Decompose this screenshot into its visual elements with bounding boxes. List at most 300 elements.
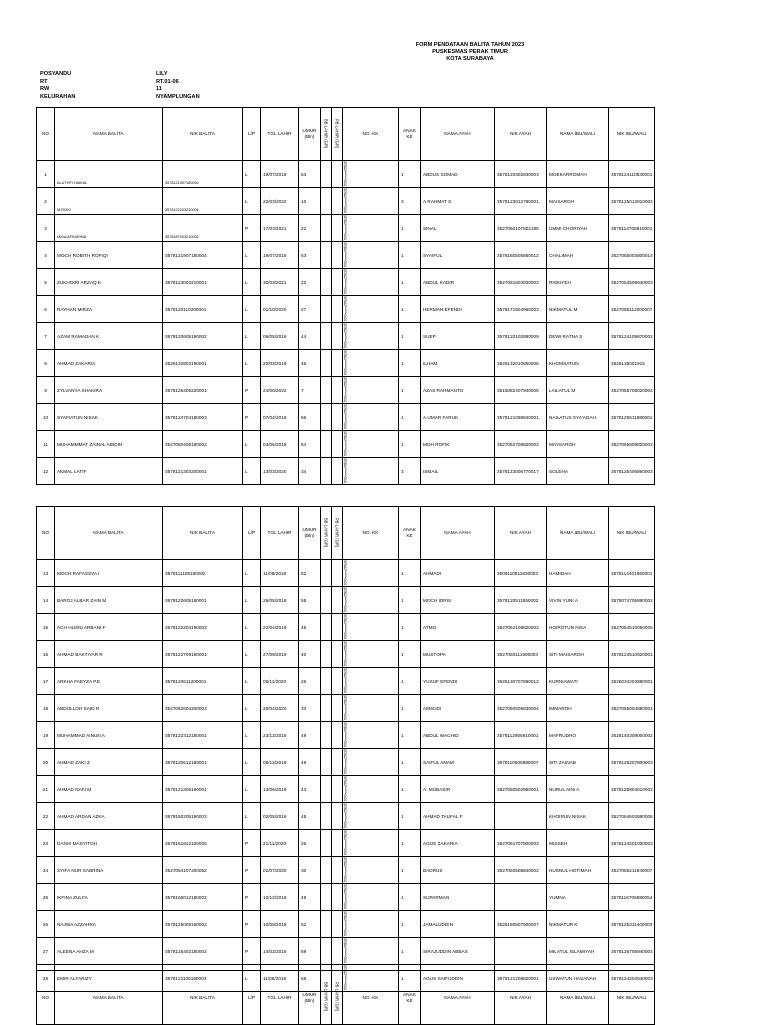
row-nama-ibu: KURNIAWATI [547,668,609,695]
row-umur: 44 [299,323,321,350]
col-nik-ibu: NIK IBU/WALI [609,507,655,560]
row-nik-balita: 3578122605180001 [163,587,243,614]
no-kk-vertical: 357812********0001 [343,803,347,828]
row-nik-ayah: 3515082407940005 [495,377,547,404]
row-nik-ayah [495,938,547,965]
row-nama-balita: M.RIZKI [55,188,163,215]
row-nik-ibu: 3527055004880001 [609,695,655,722]
balita-table-2 [36,506,655,992]
row-nama-ayah: AHMADI [421,560,495,587]
row-nama-ibu: SOLEHA [547,458,609,485]
row-nik-ayah: 3527060107822185 [495,215,547,242]
row-umur: 52 [299,560,321,587]
row-no: 4 [37,242,55,269]
row-tgl-lahir: 22/04/2019 [261,614,299,641]
col-bb-lahir [321,507,332,560]
row-pb-lahir [332,242,343,269]
row-nama-ayah: HERMAN EFENDI [421,296,495,323]
row-tgl-lahir: 14/02/2018 [261,938,299,965]
row-nama-ibu: MAYSAROH [547,431,609,458]
no-kk-vertical: 357812********0001 [343,641,347,666]
row-no: 7 [37,323,55,350]
row-pb-lahir [332,911,343,938]
row-umur: 26 [299,668,321,695]
table-row [37,911,655,938]
row-no: 28 [37,965,55,992]
meta-value: LILY [156,71,168,77]
table-row [37,296,655,323]
row-nama-ibu: RISKIYEH [547,269,609,296]
row-nik-balita: 3578124704180003 [163,404,243,431]
row-lp: L [243,614,261,641]
row-nik-ayah: 3526180507500007 [495,911,547,938]
row-bb-lahir [321,242,332,269]
row-bb-lahir [321,350,332,377]
col-nama-balita: NAMA BALITA [55,507,163,560]
row-nik-ibu: 3527054510050005 [609,614,655,641]
row-no-kk [343,161,399,188]
row-nama-ayah: AHMAD TAUFAL F [421,803,495,830]
no-kk-vertical: 357812********0001 [343,269,347,294]
row-pb-lahir [332,884,343,911]
row-umur: 40 [299,641,321,668]
row-umur: 30 [299,857,321,884]
meta-value: 11 [156,86,162,93]
row-pb-lahir [332,215,343,242]
col-nama-balita: NAMA BALITA [55,971,163,1025]
row-nama-balita: AHMAD ZAKARIA [55,350,163,377]
row-nik-ibu: 3578126705940004 [609,938,655,965]
no-kk-vertical: 357812********0001 [343,188,347,213]
row-tgl-lahir: 19/07/2018 [261,161,299,188]
col-pb-lahir [332,507,343,560]
row-umur: 49 [299,722,321,749]
row-no-kk [343,587,399,614]
row-nama-balita: MUHAMMMAT ZAINAL ABIDIN [55,431,163,458]
row-no-kk [343,884,399,911]
city-title: KOTA SURABAYA [446,56,494,62]
col-nama-balita: NAMA BALITA [55,108,163,161]
row-nama-ibu: NIKMATUR K [547,911,609,938]
row-nik-ibu: 3578124109870002 [609,323,655,350]
balita-table-3 [36,970,655,1025]
row-nik-balita: 3578165012180002 [163,884,243,911]
col-no: NO [37,108,55,161]
row-no-kk [343,749,399,776]
row-nama-balita: BAROJ ALBAR ZAIN M [55,587,163,614]
row-umur: 45 [299,614,321,641]
row-nama-balita: MOCH ROBITH ROFIQI [55,242,163,269]
pb-lahir-label: PB LAHIR (GR) [334,118,340,148]
row-bb-lahir [321,269,332,296]
row-anak-ke: 1 [399,857,421,884]
row-bb-lahir [321,749,332,776]
row-nik-balita: 3527050406190002 [163,431,243,458]
row-nik-ayah: 3578112906910001 [495,722,547,749]
table-row [37,560,655,587]
row-nama-ayah: SIRAJUDDIN ABBAS [421,938,495,965]
row-nama-ibu: USWATUN HASANAH [547,965,609,992]
row-nik-balita: 3578125402180002 [163,938,243,965]
row-pb-lahir [332,587,343,614]
row-nama-ibu: NIKMATUL M [547,296,609,323]
row-nik-ayah: 3527081803930002 [495,269,547,296]
row-tgl-lahir: 10/09/2018 [261,911,299,938]
col-nama-ibu: NAMA IBU/WALI [547,971,609,1025]
row-nama-ayah: JAMALUDDIN [421,911,495,938]
row-anak-ke: 1 [399,911,421,938]
row-tgl-lahir: 19/07/2018 [261,242,299,269]
row-lp: P [243,215,261,242]
row-umur: 56 [299,404,321,431]
meta-label: POSYANDU [40,71,72,77]
row-umur: 27 [299,296,321,323]
row-no: 3 [37,215,55,242]
row-nama-balita: AKMAL LATIF [55,458,163,485]
row-umur: 26 [299,830,321,857]
row-nama-ibu: CHALIMAH [547,242,609,269]
no-kk-vertical: 357812********0001 [343,161,347,186]
row-nik-balita: 3578187003210002 [163,215,243,242]
table-row [37,161,655,188]
row-anak-ke: 1 [399,269,421,296]
row-nama-ibu: YUMNA [547,884,609,911]
row-bb-lahir [321,803,332,830]
row-pb-lahir [332,458,343,485]
row-nik-ayah: 3578120102890009 [495,323,547,350]
row-lp: L [243,803,261,830]
row-pb-lahir [332,377,343,404]
row-umur: 46 [299,350,321,377]
row-umur: 55 [299,965,321,992]
row-lp: L [243,560,261,587]
row-bb-lahir [321,668,332,695]
row-pb-lahir [332,404,343,431]
row-bb-lahir [321,641,332,668]
row-nik-ibu: 3578125804010002 [609,776,655,803]
row-nik-balita: 3578123003210001 [163,269,243,296]
no-kk-vertical: 357812********0001 [343,215,347,240]
row-nama-ayah: MOH ROFIK [421,431,495,458]
row-nama-ibu: DEWI RATNA S [547,323,609,350]
row-bb-lahir [321,884,332,911]
table-row [37,458,655,485]
col-nik-ibu: NIK IBU/WALI [609,971,655,1025]
row-tgl-lahir: 01/07/2020 [261,857,299,884]
row-no: 1 [37,161,55,188]
row-nik-ayah: 3527050111900003 [495,641,547,668]
row-nama-ayah: A. MUBASIR [421,776,495,803]
row-anak-ke: 1 [399,614,421,641]
row-anak-ke: 1 [399,641,421,668]
row-nama-ayah: SUPARMAN [421,884,495,911]
row-nik-ayah: 3527052708820002 [495,431,547,458]
row-nik-balita: 3578121907180004 [163,242,243,269]
col-nik-balita: NIK BALITA [163,507,243,560]
no-kk-vertical: 357812********0001 [343,296,347,321]
row-bb-lahir [321,614,332,641]
row-tgl-lahir: 02/05/2019 [261,803,299,830]
row-nama-ayah: MOCH IDRIS [421,587,495,614]
row-nama-balita: NAJWA AZZAHRA [55,911,163,938]
row-nik-ibu: 3578124201000003 [609,830,655,857]
row-nama-ibu: SITI MAISAROH [547,641,609,668]
row-pb-lahir [332,188,343,215]
row-nama-balita: DANIS MASYITOH [55,830,163,857]
table-row [37,188,655,215]
table-row [37,587,655,614]
row-nama-balita: ZYLVANYA SHAKIRA [55,377,163,404]
row-anak-ke: 1 [399,350,421,377]
row-nik-ayah: 3578123006770017 [495,458,547,485]
row-nik-balita: 3578126406220001 [163,377,243,404]
row-nik-ayah: 3578123012780001 [495,188,547,215]
no-kk-vertical: 357812********0001 [343,749,347,774]
col-nama-ayah: NAMA AYAH [421,971,495,1025]
row-bb-lahir [321,188,332,215]
row-pb-lahir [332,722,343,749]
row-nik-balita: 3527052604200003 [163,695,243,722]
row-pb-lahir [332,938,343,965]
row-nik-balita: 3578120611200001 [163,668,243,695]
row-no-kk [343,350,399,377]
col-nama-ibu: NAMA IBU/WALI [547,507,609,560]
table-row [37,938,655,965]
col-nik-balita: NIK BALITA [163,108,243,161]
pb-lahir-label: PB LAHIR (GR) [334,982,340,1012]
row-nama-ayah: SINAL [421,215,495,242]
row-nik-balita: 3578120605190002 [163,323,243,350]
meta-value: RT.01-06 [156,78,179,85]
puskesmas-title: PUSKESMAS PERAK TIMUR [432,49,508,55]
row-nama-balita: MIDA AFKARINA [55,215,163,242]
row-pb-lahir [332,296,343,323]
row-no-kk [343,803,399,830]
row-no: 26 [37,911,55,938]
row-nama-ibu: KHOIRUN NISAK [547,803,609,830]
row-lp: P [243,884,261,911]
row-nik-ibu: 3578124110830001 [609,161,655,188]
table-row [37,641,655,668]
table-row [37,269,655,296]
row-bb-lahir [321,776,332,803]
row-lp: L [243,722,261,749]
row-nik-ibu: 3578124204940003 [609,965,655,992]
row-nik-balita: 3578120110200001 [163,296,243,323]
row-nik-balita: 3578161812100005 [163,830,243,857]
row-nik-balita: 3578111108180002 [163,560,243,587]
row-lp: L [243,350,261,377]
row-no: 6 [37,296,55,323]
table-row [37,830,655,857]
row-no-kk [343,911,399,938]
row-lp: L [243,431,261,458]
row-nama-ayah: AGUS ZAKARIA [421,830,495,857]
row-pb-lahir [332,668,343,695]
row-umur: 55 [299,587,321,614]
row-lp: L [243,188,261,215]
row-nik-balita: 3578150205190003 [163,803,243,830]
row-no-kk [343,668,399,695]
balita-table-1 [36,107,655,485]
row-nik-ibu: 3578074706880002 [609,587,655,614]
row-pb-lahir [332,560,343,587]
row-nik-ayah: 3526132010850006 [495,350,547,377]
row-tgl-lahir: 20/04/2020 [261,695,299,722]
row-nik-ibu: 3578114708910001 [609,215,655,242]
col-umur: UMUR (Bln) [299,971,321,1025]
row-anak-ke: 1 [399,668,421,695]
row-nama-ayah: ABDUL WACHID [421,722,495,749]
row-nama-balita: EMIR ALFARIZY [55,965,163,992]
table-row [37,431,655,458]
no-kk-vertical: 357812********0001 [343,614,347,639]
row-nama-balita: MUHAMMAD AINUN A [55,722,163,749]
row-anak-ke: 1 [399,161,421,188]
no-kk-vertical: 357812********0001 [343,668,347,693]
row-nik-balita: 3578121303200001 [163,458,243,485]
meta-label: KELURAHAN [40,93,76,100]
col-nama-ayah: NAMA AYAH [421,507,495,560]
row-nama-balita: ALUTHFI HAIKAL [55,161,163,188]
row-nik-ayah: 3527050508840002 [495,857,547,884]
row-nama-ayah: AMSUDI [421,695,495,722]
col-anak-ke: ANAK KE [399,971,421,1025]
row-no-kk [343,857,399,884]
row-anak-ke: 1 [399,749,421,776]
row-tgl-lahir: 07/04/2018 [261,404,299,431]
row-lp: L [243,269,261,296]
col-nik-ayah: NIK AYAH [495,507,547,560]
row-anak-ke: 1 [399,965,421,992]
row-nik-ayah: 3578120302830003 [495,161,547,188]
row-nik-ayah: 3578171504960003 [495,296,547,323]
col-no: NO [37,971,55,1025]
row-nik-ibu: 3527055708020004 [609,377,655,404]
row-no: 13 [37,560,55,587]
row-nama-balita: AHMAD ARDAN AZKA [55,803,163,830]
row-nama-ibu: NAILATUS SYA'ADAH [547,404,609,431]
row-nik-ibu: 3527055211940007 [609,857,655,884]
row-tgl-lahir: 01/10/2020 [261,296,299,323]
row-nama-ayah: SAIFUL ANAM [421,749,495,776]
pb-lahir-label: PB LAHIR (GR) [334,517,340,547]
row-nama-ayah: BADRUS [421,857,495,884]
row-pb-lahir [332,161,343,188]
row-nik-ibu: 3526034202880001 [609,668,655,695]
row-lp: L [243,776,261,803]
row-nama-ayah: SYAIFUL [421,242,495,269]
row-bb-lahir [321,857,332,884]
row-nama-ibu: NURUL AINI A [547,776,609,803]
row-nik-balita: 3578121106180003 [163,965,243,992]
row-no-kk [343,377,399,404]
row-lp: P [243,830,261,857]
row-pb-lahir [332,614,343,641]
row-nama-ibu: SITI ZAINAB [547,749,609,776]
no-kk-vertical: 357812********0001 [343,242,347,267]
row-anak-ke: 1 [399,722,421,749]
row-nama-balita: ARKHA FAEYZA P.E [55,668,163,695]
row-no: 12 [37,458,55,485]
row-nik-balita: 3526132803190001 [163,350,243,377]
row-nik-ayah: 3509110811830003 [495,560,547,587]
row-lp: L [243,695,261,722]
row-pb-lahir [332,830,343,857]
row-nik-ayah: 3527051707800003 [495,830,547,857]
row-nik-ayah: 3578121208820001 [495,965,547,992]
row-lp: P [243,404,261,431]
row-anak-ke: 1 [399,695,421,722]
row-nama-ayah: SUEP [421,323,495,350]
row-no: 11 [37,431,55,458]
row-no-kk [343,431,399,458]
col-tgl-lahir: TGL LAHIR [261,108,299,161]
row-nik-ibu: 3527055909820002 [609,431,655,458]
row-lp: L [243,749,261,776]
row-umur: 53 [299,161,321,188]
row-pb-lahir [332,857,343,884]
row-no: 14 [37,587,55,614]
row-nik-ayah: 3578160505850012 [495,242,547,269]
row-bb-lahir [321,404,332,431]
row-no-kk [343,323,399,350]
col-no-kk: NO. KK [343,108,399,161]
row-anak-ke: 1 [399,587,421,614]
row-no: 25 [37,884,55,911]
row-tgl-lahir: 04/06/2018 [261,431,299,458]
no-kk-vertical: 357812********0001 [343,695,347,720]
row-nama-ayah: ABDUL KADIR [421,269,495,296]
row-tgl-lahir: 17/03/2021 [261,215,299,242]
row-umur: 54 [299,431,321,458]
row-nik-ayah: 3525130707890012 [495,668,547,695]
row-umur: 52 [299,911,321,938]
row-anak-ke: 1 [399,323,421,350]
row-nik-ayah: 3578121098840001 [495,404,547,431]
row-lp: L [243,242,261,269]
row-nama-balita: ABDULLOH SAID R [55,695,163,722]
row-no-kk [343,776,399,803]
row-nama-balita: AZAM RAMADAN K [55,323,163,350]
row-no: 19 [37,722,55,749]
row-anak-ke: 1 [399,242,421,269]
row-umur: 22 [299,215,321,242]
no-kk-vertical: 357812********0001 [343,587,347,612]
row-anak-ke: 1 [399,431,421,458]
row-tgl-lahir: 13/06/2019 [261,776,299,803]
row-nama-ibu: MILATUL ISLAMIYAH [547,938,609,965]
bb-lahir-label: BB LAHIR (GR) [323,982,329,1012]
row-nik-ayah [495,803,547,830]
row-no: 8 [37,350,55,377]
row-nama-balita: IKFINA ZULFA [55,884,163,911]
row-nama-ibu: MUISEH [547,830,609,857]
row-pb-lahir [332,749,343,776]
row-nik-ayah: 3527052108820002 [495,614,547,641]
row-pb-lahir [332,641,343,668]
table-row [37,404,655,431]
col-umur: UMUR (Bln) [299,507,321,560]
row-no-kk [343,560,399,587]
row-nik-ibu: 3578114401860001 [609,560,655,587]
row-pb-lahir [332,803,343,830]
row-anak-ke: 1 [399,776,421,803]
row-nik-balita: 3527054107200052 [163,857,243,884]
row-nik-ayah: 3527050502950001 [495,776,547,803]
no-kk-vertical: 357812********0001 [343,830,347,855]
row-nama-balita: ZUKHOIRI ARZAQ K [55,269,163,296]
